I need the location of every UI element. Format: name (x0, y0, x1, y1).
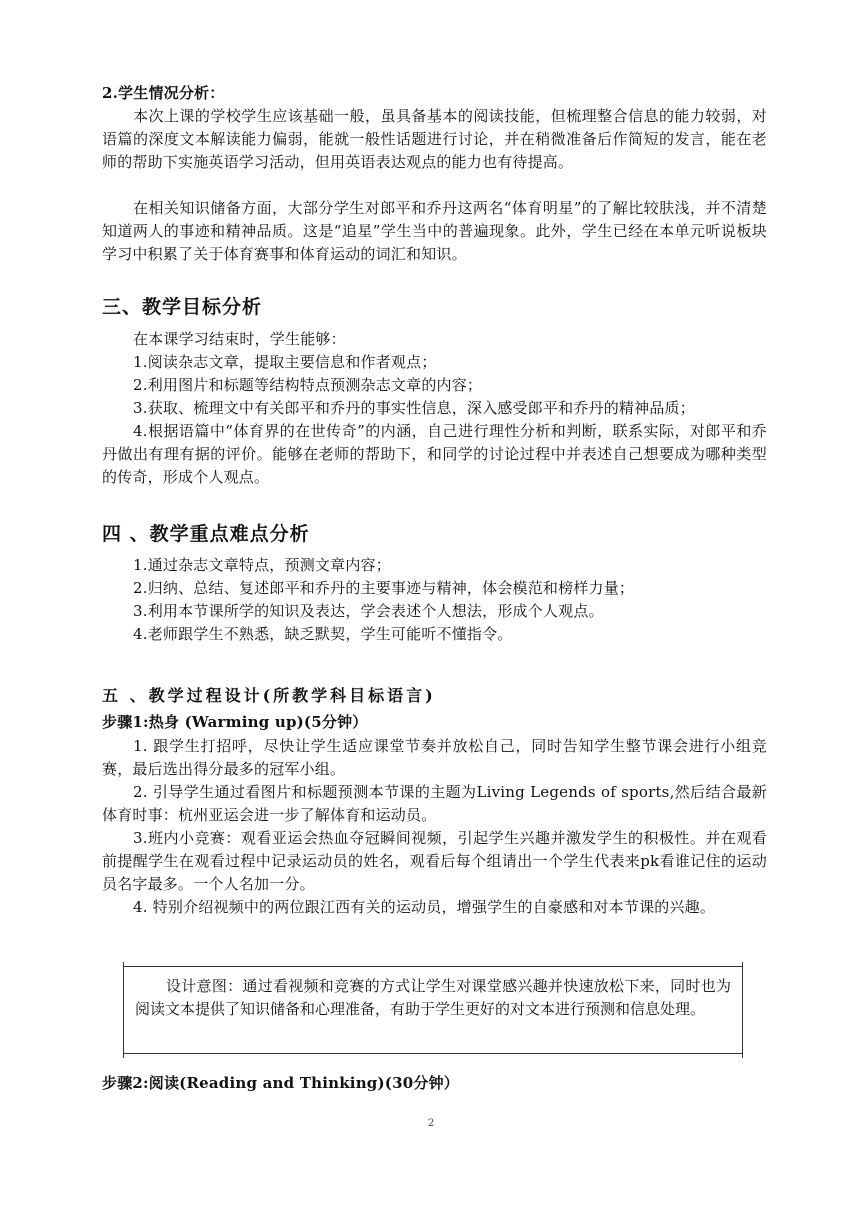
difficulty-item: 1.通过杂志文章特点，预测文章内容； (133, 556, 391, 574)
section-heading-key-difficulties: 四 、教学重点难点分析 (102, 523, 310, 545)
design-intent-text: 设计意图：通过看视频和竞赛的方式让学生对课堂感兴趣并快速放松下来，同时也为阅读文本提供了知识储备和心理准备，有助于学生更好的对文本进行预测和信息处理。 (135, 977, 731, 1018)
goal-item: 2.利用图片和标题等结构特点预测杂志文章的内容； (133, 376, 483, 394)
paragraph-knowledge-reserve: 在相关知识储备方面，大部分学生对郎平和乔丹这两名“体育明星”的了解比较肤浅，并不清楚知道两人的事迹和精神品质。这是“追星”学生当中的普遍现象。此外，学生已经在本单元听说板块学习中积累了关于体育赛事和体育运动的词汇和知识。 (102, 199, 767, 263)
section-heading-student-analysis: 2.学生情况分析： (102, 84, 225, 102)
goals-intro: 在本课学习结束时，学生能够： (133, 330, 346, 348)
section-heading-teaching-process: 五 、教学过程设计(所教学科目标语言) (102, 686, 436, 705)
goal-item: 1.阅读杂志文章，提取主要信息和作者观点； (133, 353, 437, 371)
step1-item: 4. 特别介绍视频中的两位跟江西有关的运动员，增强学生的自豪感和对本节课的兴趣。 (133, 898, 716, 916)
step1-item: 3.班内小竞赛：观看亚运会热血夺冠瞬间视频，引起学生兴趣并激发学生的积极性。并在观看前提醒学生在观看过程中记录运动员的姓名，观看后每个组请出一个学生代表来pk看谁记住的运动员名字最多。一个人名加一分。 (102, 829, 767, 893)
goal-item: 3.获取、梳理文中有关郎平和乔丹的事实性信息，深入感受郎平和乔丹的精神品质； (133, 399, 695, 417)
section-heading-teaching-goals: 三、教学目标分析 (102, 296, 263, 318)
paragraph-student-level: 本次上课的学校学生应该基础一般，虽具备基本的阅读技能，但梳理整合信息的能力较弱，对语篇的深度文本解读能力偏弱，能就一般性话题进行讨论，并在稍微准备后作简短的发言，能在老师的帮助下实施英语学习活动，但用英语表达观点的能力也有待提高。 (102, 107, 767, 171)
step2-heading: 步骤2:阅读(Reading and Thinking)(30分钟） (102, 1074, 459, 1092)
goal-item: 4.根据语篇中“体育界的在世传奇”的内涵，自己进行理性分析和判断，联系实际，对郎平和乔丹做出有理有据的评价。能够在老师的帮助下，和同学的讨论过程中并表述自己想要成为哪种类型的传奇，形成个人观点。 (102, 422, 767, 486)
step1-item: 1. 跟学生打招呼，尽快让学生适应课堂节奏并放松自己，同时告知学生整节课会进行小组竞赛，最后选出得分最多的冠军小组。 (102, 737, 767, 778)
difficulty-item: 3.利用本节课所学的知识及表达，学会表述个人想法，形成个人观点。 (133, 602, 604, 620)
difficulty-item: 4.老师跟学生不熟悉，缺乏默契，学生可能听不懂指令。 (133, 625, 513, 643)
page-number: 2 (427, 1118, 435, 1129)
step1-heading: 步骤1:热身 (Warming up)(5分钟） (102, 713, 368, 731)
design-intent-box (123, 966, 743, 1054)
difficulty-item: 2.归纳、总结、复述郎平和乔丹的主要事迹与精神，体会模范和榜样力量； (133, 579, 635, 597)
step1-item: 2. 引导学生通过看图片和标题预测本节课的主题为Living Legends of sports,然后结合最新体育时事：杭州亚运会进一步了解体育和运动员。 (102, 783, 767, 824)
